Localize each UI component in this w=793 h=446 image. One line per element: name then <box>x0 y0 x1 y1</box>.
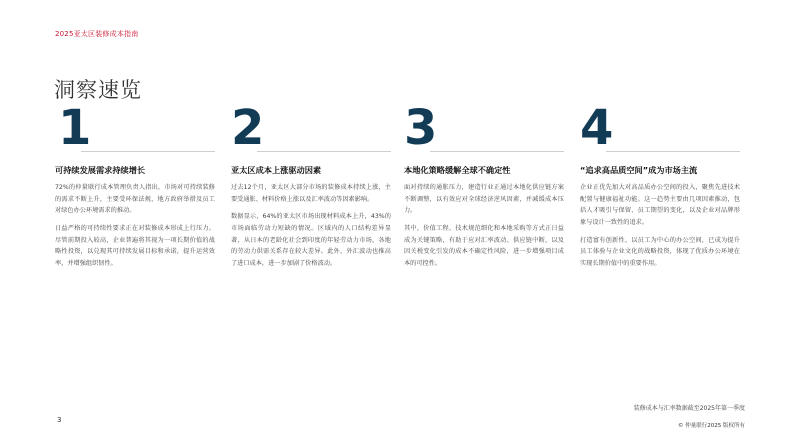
insight-heading: 可持续发展需求持续增长 <box>55 165 146 175</box>
insight-column-1 <box>55 100 215 276</box>
insight-paragraph: 面对持续的通胀压力，建造行业正通过本地化供应链方案不断调整，以有效应对全球经济逆风因素，并减缓成本压力。 <box>404 184 564 215</box>
insight-number: 3 <box>404 100 438 156</box>
page-number: 3 <box>57 416 62 424</box>
insight-column-3 <box>404 100 564 276</box>
insight-paragraph: 数据显示，64%的亚太区市场出现材料成本上升，43%的市场面临劳动力短缺的情况。区域内的人口结构差异显著，从日本的老龄化社会到印度的年轻劳动力市场，各地的劳动力供需关系存在较大差异。此外，外汇波动也推高了进口成本，进一步加剧了价格波动。 <box>231 213 391 267</box>
divider <box>81 151 215 152</box>
insight-number-row <box>55 100 215 156</box>
insight-heading: 亚太区成本上涨驱动因素 <box>231 165 322 175</box>
insight-heading: 本地化策略缓解全球不确定性 <box>404 165 511 175</box>
insight-paragraph: 过去12个月，亚太区大部分市场的装修成本持续上涨，主要受通胀、材料价格上涨以及汇率波动等因素影响。 <box>231 184 391 203</box>
insight-number: 2 <box>231 100 265 156</box>
divider <box>430 151 564 152</box>
copyright: © 仲量联行2025 版权所有 <box>678 423 745 429</box>
divider <box>257 151 391 152</box>
insight-number: 1 <box>58 100 92 156</box>
footer-note: 装修成本与汇率数据截至2025年第一季度 <box>633 405 745 412</box>
insight-paragraph: 企业正优先加大对高品质办公空间的投入，聚焦先进技术配置与健康福祉功能。这一趋势主要由几项因素推动，包括人才吸引与保留、员工期望的变化，以及企业对品牌形象与设计一致性的追求。 <box>580 184 740 226</box>
insight-number-row <box>580 100 740 156</box>
divider <box>606 151 740 152</box>
page-title: 洞察速览 <box>54 78 142 103</box>
insight-paragraph: 打造富有创新性、以员工为中心的办公空间，已成为提升员工体验与企业文化的战略投资，体现了优质办公环境在实现长期价值中的重要作用。 <box>580 236 740 267</box>
insight-paragraph: 日益严格的可持续性要求正在对装修成本形成上行压力。尽管前期投入较高，企业普遍将其视为一项长期价值的战略性投资，以兑现其可持续发展目标和承诺，提升运营效率，并增强组织韧性。 <box>55 224 215 267</box>
insight-number-row <box>404 100 564 156</box>
insight-heading: “追求高品质空间”成为市场主流 <box>580 165 698 175</box>
insight-column-2 <box>231 100 391 276</box>
insight-column-4 <box>580 100 740 276</box>
insight-paragraph: 72%的仲量联行成本管理负责人指出，市场对可持续装修的需求不断上升，主要受环保法规、地方政府举措及员工对绿色办公环境需求的推动。 <box>55 184 215 215</box>
insight-number-row <box>231 100 391 156</box>
report-header: 2025亚太区装修成本指南 <box>55 30 139 38</box>
insight-paragraph: 其中，价值工程、技术规范细化和本地采购等方式正日益成为关键策略，有助于应对汇率波动、供应链中断，以及因关税变化引发的成本不确定性风险，进一步增强项目成本的可控性。 <box>404 224 564 267</box>
insight-number: 4 <box>580 100 614 156</box>
